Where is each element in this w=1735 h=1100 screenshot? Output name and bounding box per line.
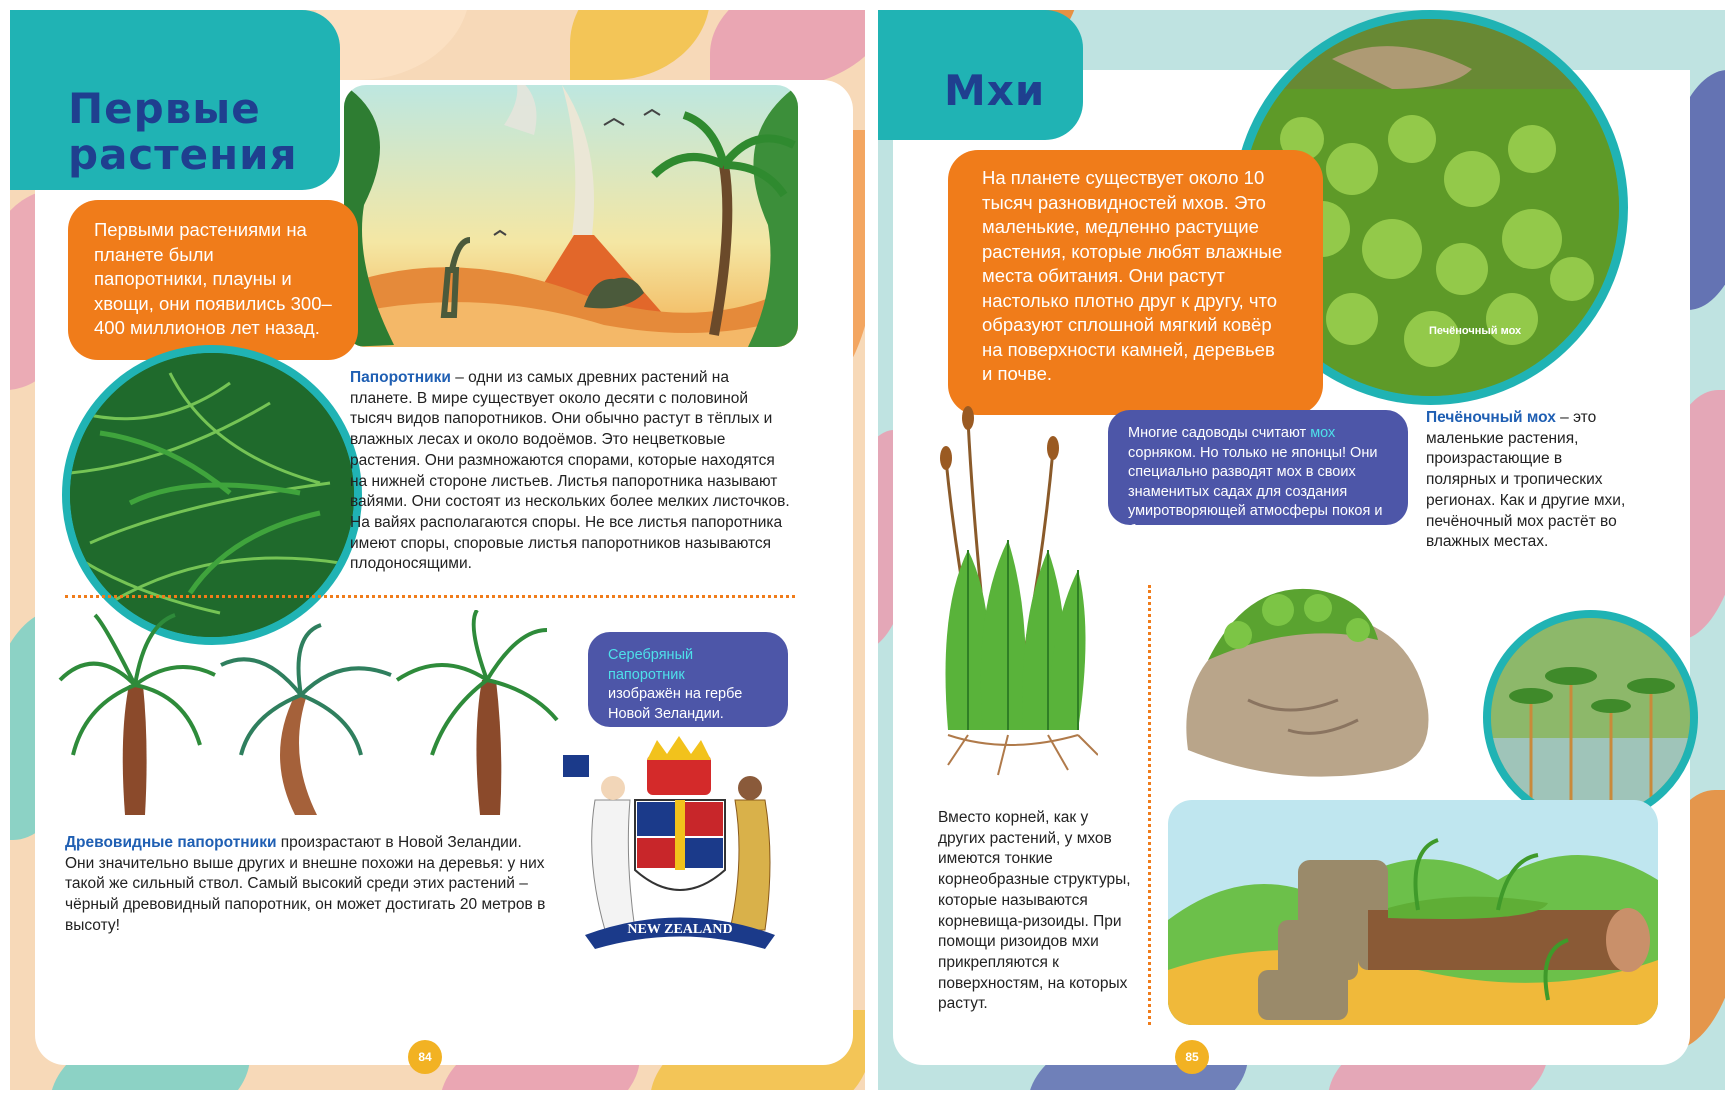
- rhizoids-text: Вместо корней, как у других растений, у мхов имеются тонкие корнеобразные структуры, которые называются корневища-ризоиды. При помощи ризоидов мхи прикрепляются к поверхностям, на которых растут.: [938, 809, 1131, 1013]
- page-number: 84: [408, 1040, 442, 1074]
- decorative-leaf: [570, 10, 710, 80]
- liverwort-paragraph: [1426, 408, 1636, 553]
- mossy-log-illustration: [1168, 800, 1658, 1025]
- tree-ferns-text: произрастают в Новой Зеландии. Они значительно выше других и внешне похожи на деревья: у них такой же сильный ствол. Самый высокий среди этих растений – чёрный древовидный папоротник, он может достигать 20 метров в высоту!: [65, 834, 546, 934]
- photo-label: Печёночный мох: [1429, 325, 1522, 337]
- new-zealand-coat-of-arms: [555, 730, 805, 955]
- intro-callout: [68, 200, 358, 360]
- left-page: [10, 10, 865, 1090]
- japanese-gardens-callout: [1108, 410, 1408, 539]
- tree-ferns-paragraph: [65, 833, 555, 937]
- gardeners-text-end: сорняком. Но только не японцы! Они специально разводят мох в своих знаменитых садах для создания умиротворяющей атмосферы покоя и безмятежности.: [1128, 444, 1383, 539]
- fern-photo: [62, 345, 362, 645]
- moss-plant-illustration: [928, 400, 1098, 790]
- intro-callout: [948, 150, 1323, 415]
- motto-text: NEW ZEALAND: [627, 922, 733, 937]
- tree-ferns-illustration: [55, 610, 575, 820]
- page-title: [68, 86, 298, 178]
- liverwort-text: – это маленькие растения, произрастающие в полярных и тропических регионах. Как и другие мхи, печёночный мох растёт во влажных местах.: [1426, 409, 1626, 551]
- silver-fern-callout: [588, 632, 788, 727]
- book-spread: [10, 10, 1725, 1090]
- ferns-text: – одни из самых древних растений на планете. В мире существует около десяти с половиной тысяч видов папоротников. Они обычно растут в тёплых и влажных лесах и около водоёмов. Это нецветковые растения. Они размножаются спорами, которые находятся на нижней стороне листьев. Листья папоротника называют вайями. Они состоят из нескольких более мелких листочков. На вайях располагаются споры. Не все листья папоротника имеют споры, споровые листья папоротников называются плодоносящими.: [350, 369, 790, 573]
- moss-sporophytes-photo: [1483, 610, 1698, 825]
- page-title: Мхи: [944, 66, 1046, 115]
- intro-text: На планете существует около 10 тысяч разновидностей мхов. Это маленькие, медленно растущие растения, которые любят влажные места обитания. Они растут настолько плотно друг к другу, что образуют сплошной мягкий ковёр на поверхности камней, деревьев и почве.: [982, 167, 1283, 384]
- gardeners-highlight: мох: [1310, 425, 1336, 441]
- moss-on-rock-photo: [1168, 550, 1448, 785]
- title-line-1: Первые: [68, 84, 261, 133]
- section-divider: [65, 595, 795, 598]
- book-gutter: [865, 10, 878, 1090]
- silver-fern-text: изображён на гербе Новой Зеландии.: [608, 686, 743, 722]
- ferns-paragraph: [350, 368, 790, 575]
- tree-ferns-term: Древовидные папоротники: [65, 834, 277, 851]
- liverwort-term: Печёночный мох: [1426, 409, 1556, 426]
- silver-fern-term: Серебряный папоротник: [608, 647, 694, 683]
- intro-text: Первыми растениями на планете были папоротники, плауны и хвощи, они появились 300–400 миллионов лет назад.: [94, 219, 332, 338]
- prehistoric-landscape-illustration: [344, 85, 798, 347]
- decorative-leaf: [710, 10, 865, 90]
- right-page: [878, 10, 1725, 1090]
- title-line-2: растения: [68, 130, 298, 179]
- gardeners-text-start: Многие садоводы считают: [1128, 425, 1311, 441]
- page-number: 85: [1175, 1040, 1209, 1074]
- ferns-term: Папоротники: [350, 369, 451, 386]
- vertical-divider: [1148, 585, 1151, 1025]
- rhizoids-paragraph: [938, 808, 1133, 1015]
